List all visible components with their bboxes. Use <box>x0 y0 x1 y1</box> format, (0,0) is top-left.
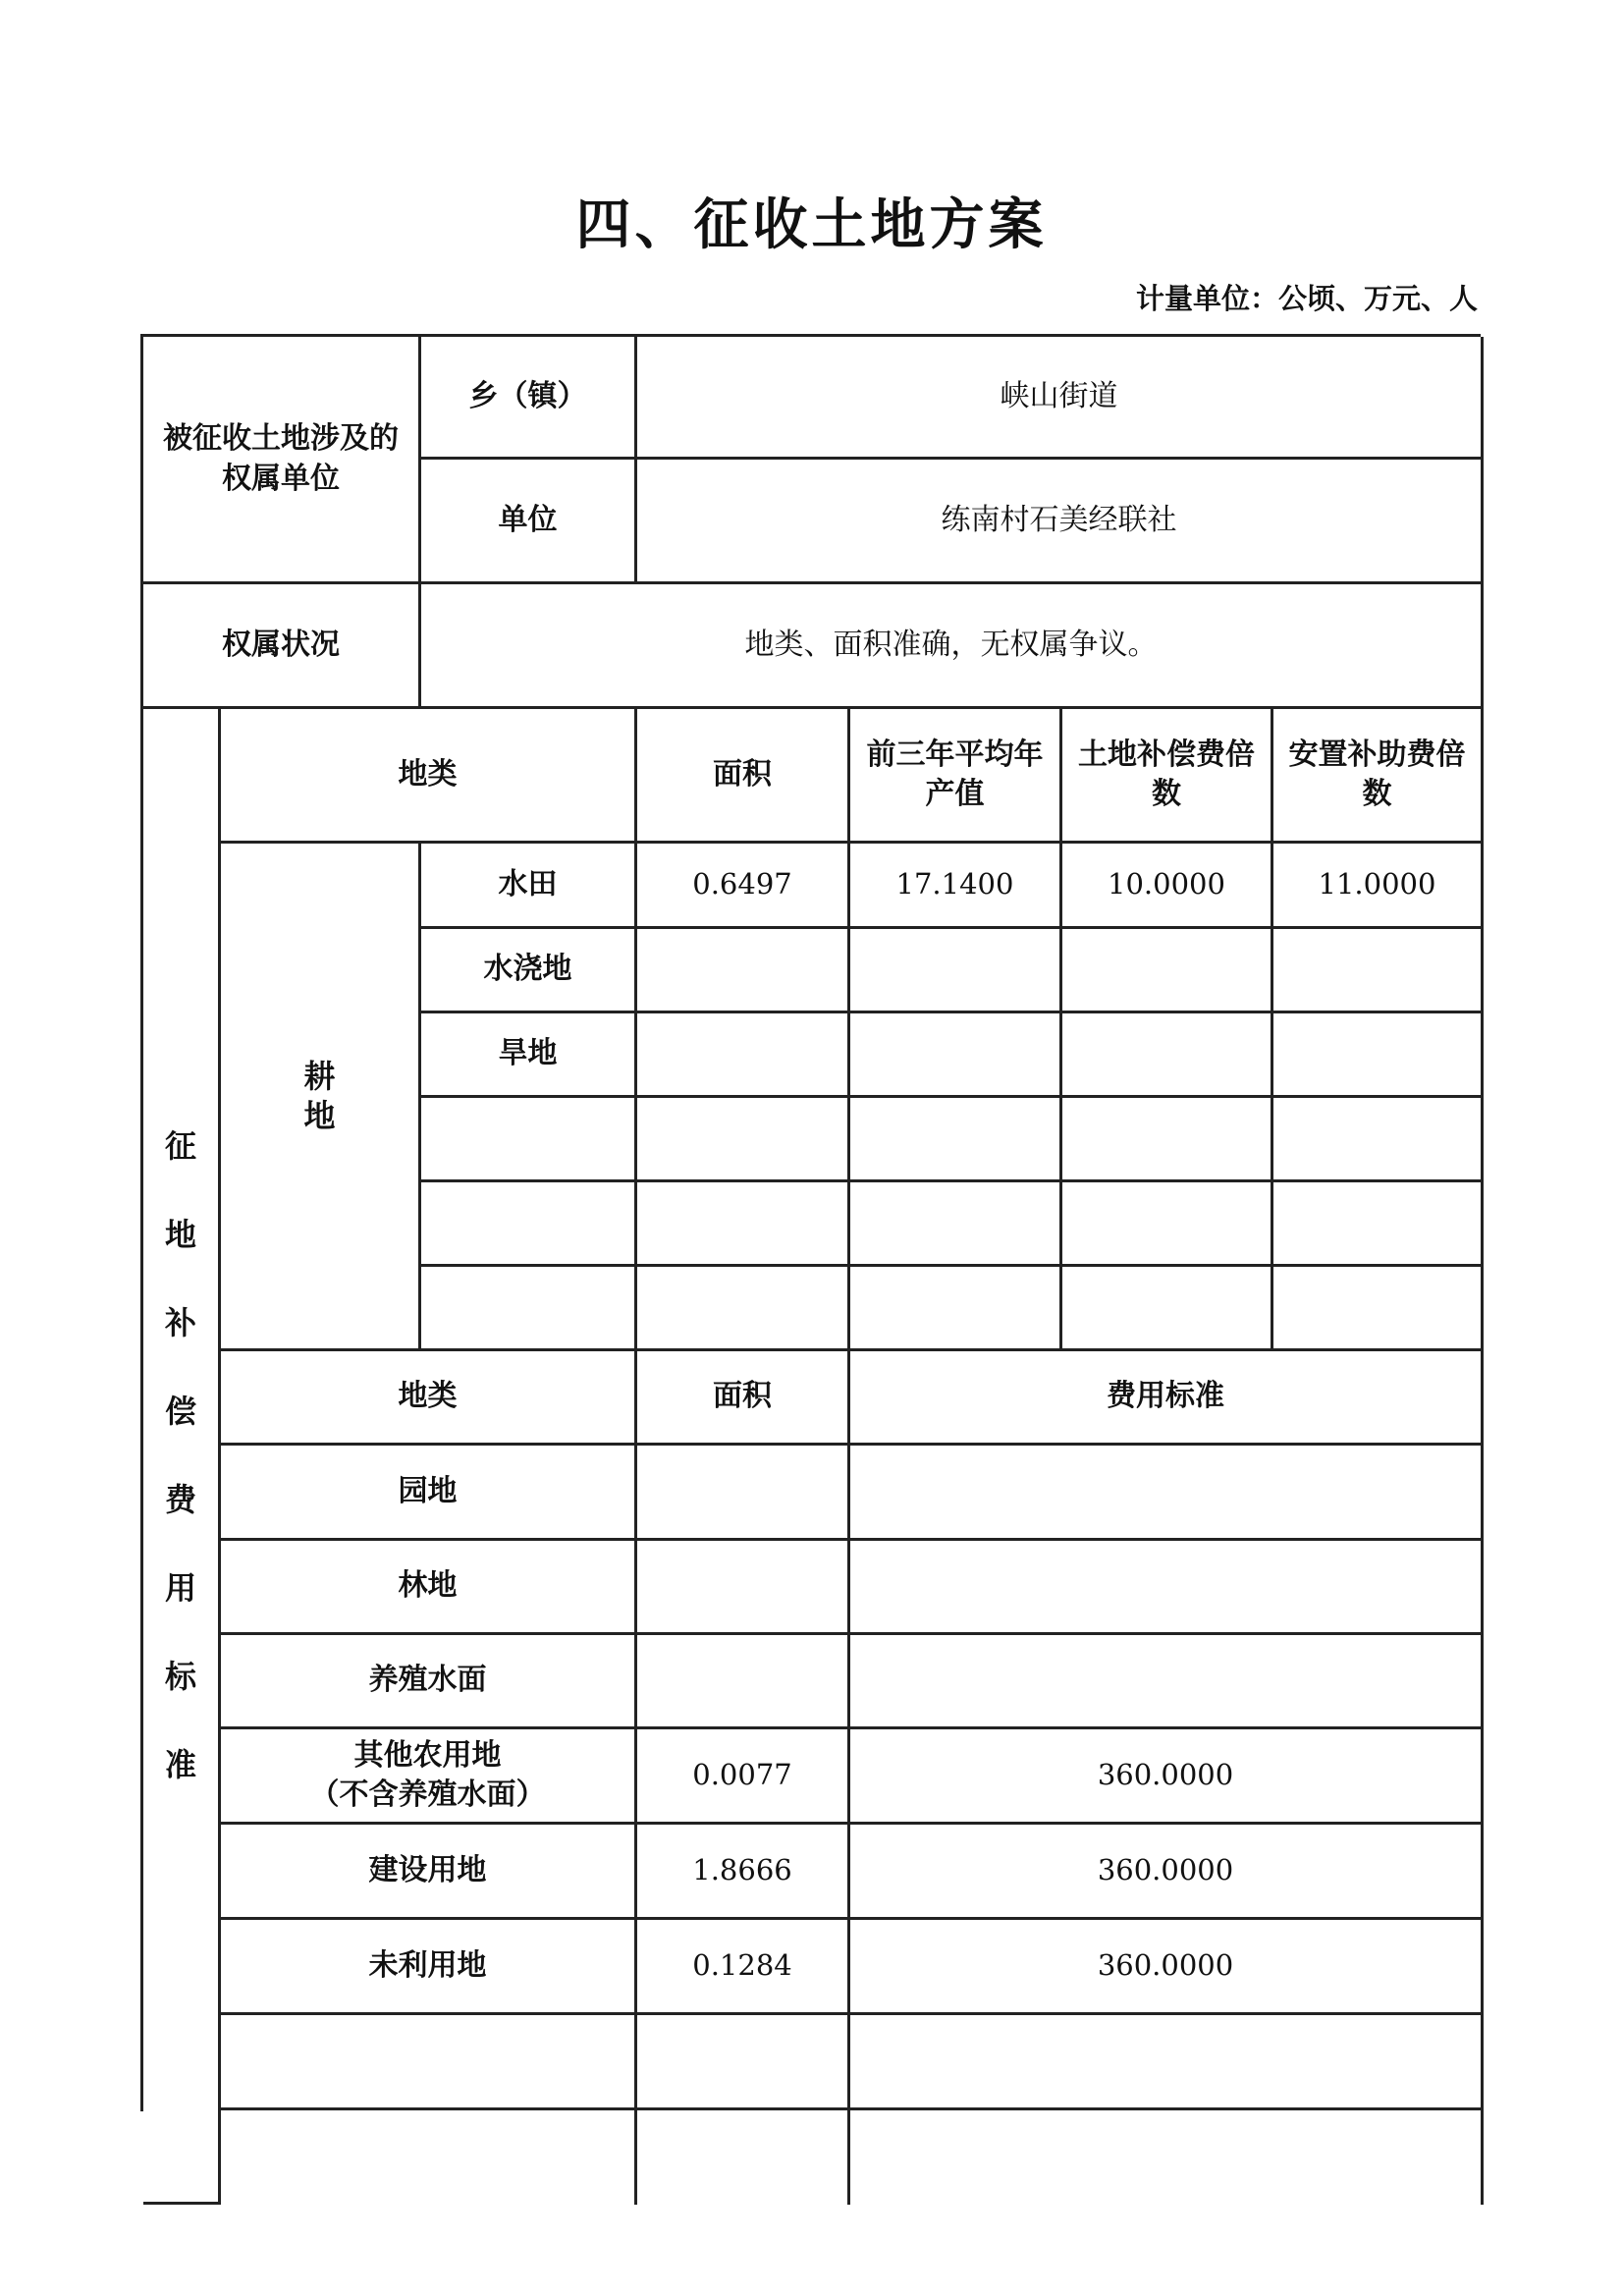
other-area: 0.1284 <box>637 1920 850 2015</box>
section-char: 准 <box>164 1746 196 1783</box>
town-value: 峡山街道 <box>637 337 1484 460</box>
other-area: 1.8666 <box>637 1825 850 1920</box>
other-area <box>637 1635 850 1729</box>
cultivated-land-comp <box>1062 1182 1273 1267</box>
cultivated-type <box>421 1267 637 1351</box>
header-resettlement: 安置补助费倍 数 <box>1273 709 1484 844</box>
other-header-land-type: 地类 <box>221 1351 637 1446</box>
other-area: 0.0077 <box>637 1729 850 1825</box>
cultivated-land-comp: 10.0000 <box>1062 844 1273 929</box>
cultivated-land-comp <box>1062 1098 1273 1182</box>
header-land-compensation: 土地补偿费倍 数 <box>1062 709 1273 844</box>
cultivated-type: 水田 <box>421 844 637 929</box>
cultivated-avg-output <box>850 1267 1062 1351</box>
status-label: 权属状况 <box>143 584 421 709</box>
table-spacer <box>221 2110 637 2205</box>
other-header-standard: 费用标准 <box>850 1351 1484 1446</box>
section-char: 征 <box>164 1127 196 1165</box>
other-type <box>221 2015 637 2110</box>
cultivated-resettle: 11.0000 <box>1273 844 1484 929</box>
cultivated-resettle <box>1273 1098 1484 1182</box>
cultivated-avg-output <box>850 1013 1062 1098</box>
cultivated-resettle <box>1273 929 1484 1013</box>
header-land-type: 地类 <box>221 709 637 844</box>
town-label: 乡（镇） <box>421 337 637 460</box>
other-type: 养殖水面 <box>221 1635 637 1729</box>
cultivated-type <box>421 1182 637 1267</box>
section-char: 偿 <box>164 1393 196 1430</box>
other-standard: 360.0000 <box>850 1729 1484 1825</box>
other-type: 建设用地 <box>221 1825 637 1920</box>
page-title: 四、征收土地方案 <box>575 193 1048 257</box>
cultivated-land-comp <box>1062 929 1273 1013</box>
other-standard: 360.0000 <box>850 1825 1484 1920</box>
cultivated-type <box>421 1098 637 1182</box>
section-char: 标 <box>164 1658 196 1695</box>
cultivated-area <box>637 929 850 1013</box>
other-standard <box>850 1541 1484 1635</box>
section-char: 费 <box>164 1481 196 1518</box>
other-area <box>637 1446 850 1541</box>
unit-label: 单位 <box>421 460 637 584</box>
other-standard <box>850 1635 1484 1729</box>
cultivated-resettle <box>1273 1013 1484 1098</box>
cultivated-resettle <box>1273 1267 1484 1351</box>
other-type: 园地 <box>221 1446 637 1541</box>
group-char: 耕 <box>303 1058 336 1095</box>
other-area <box>637 1541 850 1635</box>
ownership-label: 被征收土地涉及的 权属单位 <box>143 337 421 584</box>
cultivated-type: 旱地 <box>421 1013 637 1098</box>
other-standard <box>850 2015 1484 2110</box>
cultivated-avg-output <box>850 1098 1062 1182</box>
other-type: 林地 <box>221 1541 637 1635</box>
other-standard <box>850 1446 1484 1541</box>
expropriation-table <box>140 334 1481 2111</box>
other-standard: 360.0000 <box>850 1920 1484 2015</box>
table-spacer <box>850 2110 1484 2205</box>
header-area: 面积 <box>637 709 850 844</box>
other-type: 其他农用地 （不含养殖水面） <box>221 1729 637 1825</box>
section-char: 用 <box>164 1569 196 1607</box>
other-area <box>637 2015 850 2110</box>
section-char: 地 <box>164 1216 196 1253</box>
cultivated-land-comp <box>1062 1267 1273 1351</box>
cultivated-area <box>637 1013 850 1098</box>
cultivated-avg-output <box>850 929 1062 1013</box>
cultivated-avg-output: 17.1400 <box>850 844 1062 929</box>
cultivated-resettle <box>1273 1182 1484 1267</box>
header-avg-output: 前三年平均年 产值 <box>850 709 1062 844</box>
cultivated-avg-output <box>850 1182 1062 1267</box>
other-header-area: 面积 <box>637 1351 850 1446</box>
cultivated-type: 水浇地 <box>421 929 637 1013</box>
unit-value: 练南村石美经联社 <box>637 460 1484 584</box>
cultivated-land-comp <box>1062 1013 1273 1098</box>
table-spacer <box>637 2110 850 2205</box>
cultivated-area <box>637 1182 850 1267</box>
cultivated-area: 0.6497 <box>637 844 850 929</box>
cultivated-area <box>637 1267 850 1351</box>
group-char: 地 <box>303 1097 336 1134</box>
cultivated-group-label <box>221 844 421 1351</box>
other-type: 未利用地 <box>221 1920 637 2015</box>
section-char: 补 <box>164 1304 196 1341</box>
cultivated-area <box>637 1098 850 1182</box>
compensation-section-label <box>143 709 221 2205</box>
measurement-unit: 计量单位：公顷、万元、人 <box>1135 282 1478 315</box>
status-value: 地类、面积准确，无权属争议。 <box>421 584 1484 709</box>
